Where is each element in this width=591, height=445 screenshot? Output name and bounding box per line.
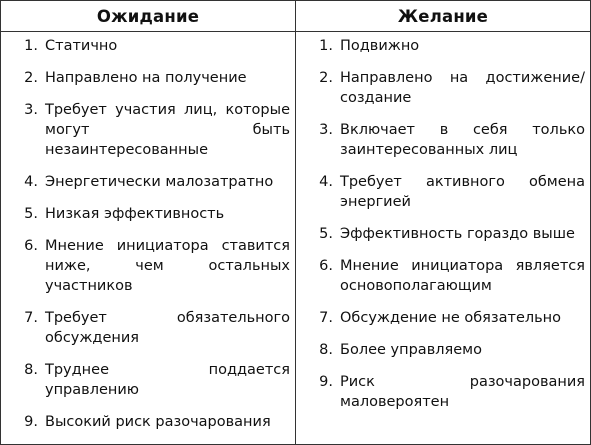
list-item xyxy=(296,372,585,412)
header-row xyxy=(1,1,591,32)
list-item xyxy=(1,172,290,192)
list-item xyxy=(1,412,290,432)
item-text: Требует обязательного обсуждения xyxy=(45,310,290,346)
item-text: Включает в себя только заинтересованных лиц xyxy=(340,122,585,158)
item-text: Статично xyxy=(45,38,118,54)
item-text: Требует активного обмена энергией xyxy=(340,174,585,210)
list-item xyxy=(1,236,290,296)
item-number: 8. xyxy=(319,342,333,358)
item-text: Направлено на достижение/создание xyxy=(340,70,585,106)
list-item xyxy=(296,256,585,296)
item-number: 8. xyxy=(24,362,38,378)
item-text: Эффективность гораздо выше xyxy=(340,226,575,242)
list-item xyxy=(296,68,585,108)
item-number: 7. xyxy=(319,310,333,326)
item-number: 9. xyxy=(319,374,333,390)
item-text: Требует участия лиц, которые могут быть незаинтересованные xyxy=(45,102,290,158)
list-item xyxy=(296,340,585,360)
item-number: 3. xyxy=(24,102,38,118)
item-number: 6. xyxy=(319,258,333,274)
item-text: Мнение инициатора является основополагающим xyxy=(340,258,585,294)
item-text: Труднее поддается управлению xyxy=(45,362,290,398)
waiting-list xyxy=(1,32,295,432)
list-item xyxy=(1,100,290,160)
item-number: 6. xyxy=(24,238,38,254)
item-number: 3. xyxy=(319,122,333,138)
item-text: Низкая эффективность xyxy=(45,206,225,222)
header-waiting: Ожидание xyxy=(1,1,296,32)
item-number: 4. xyxy=(24,174,38,190)
item-number: 9. xyxy=(24,414,38,430)
desire-column xyxy=(296,32,591,445)
item-text: Энергетически малозатратно xyxy=(45,174,274,190)
list-item xyxy=(296,224,585,244)
item-text: Высокий риск разочарования xyxy=(45,414,271,430)
item-number: 5. xyxy=(24,206,38,222)
item-text: Риск разочарования маловероятен xyxy=(340,374,585,410)
item-number: 2. xyxy=(319,70,333,86)
item-number: 4. xyxy=(319,174,333,190)
list-item xyxy=(1,360,290,400)
body-row xyxy=(1,32,591,445)
item-text: Обсуждение не обязательно xyxy=(340,310,562,326)
desire-list xyxy=(296,32,590,412)
item-number: 5. xyxy=(319,226,333,242)
list-item xyxy=(1,204,290,224)
item-number: 2. xyxy=(24,70,38,86)
list-item xyxy=(296,172,585,212)
list-item xyxy=(296,308,585,328)
waiting-column xyxy=(1,32,296,445)
header-desire: Желание xyxy=(296,1,591,32)
item-text: Подвижно xyxy=(340,38,420,54)
list-item xyxy=(296,36,585,56)
item-text: Мнение инициатора ставится ниже, чем остальных участников xyxy=(45,238,290,294)
list-item xyxy=(1,308,290,348)
list-item xyxy=(296,120,585,160)
item-number: 7. xyxy=(24,310,38,326)
list-item xyxy=(1,68,290,88)
item-text: Направлено на получение xyxy=(45,70,247,86)
item-number: 1. xyxy=(24,38,38,54)
item-number: 1. xyxy=(319,38,333,54)
item-text: Более управляемо xyxy=(340,342,482,358)
list-item xyxy=(1,36,290,56)
